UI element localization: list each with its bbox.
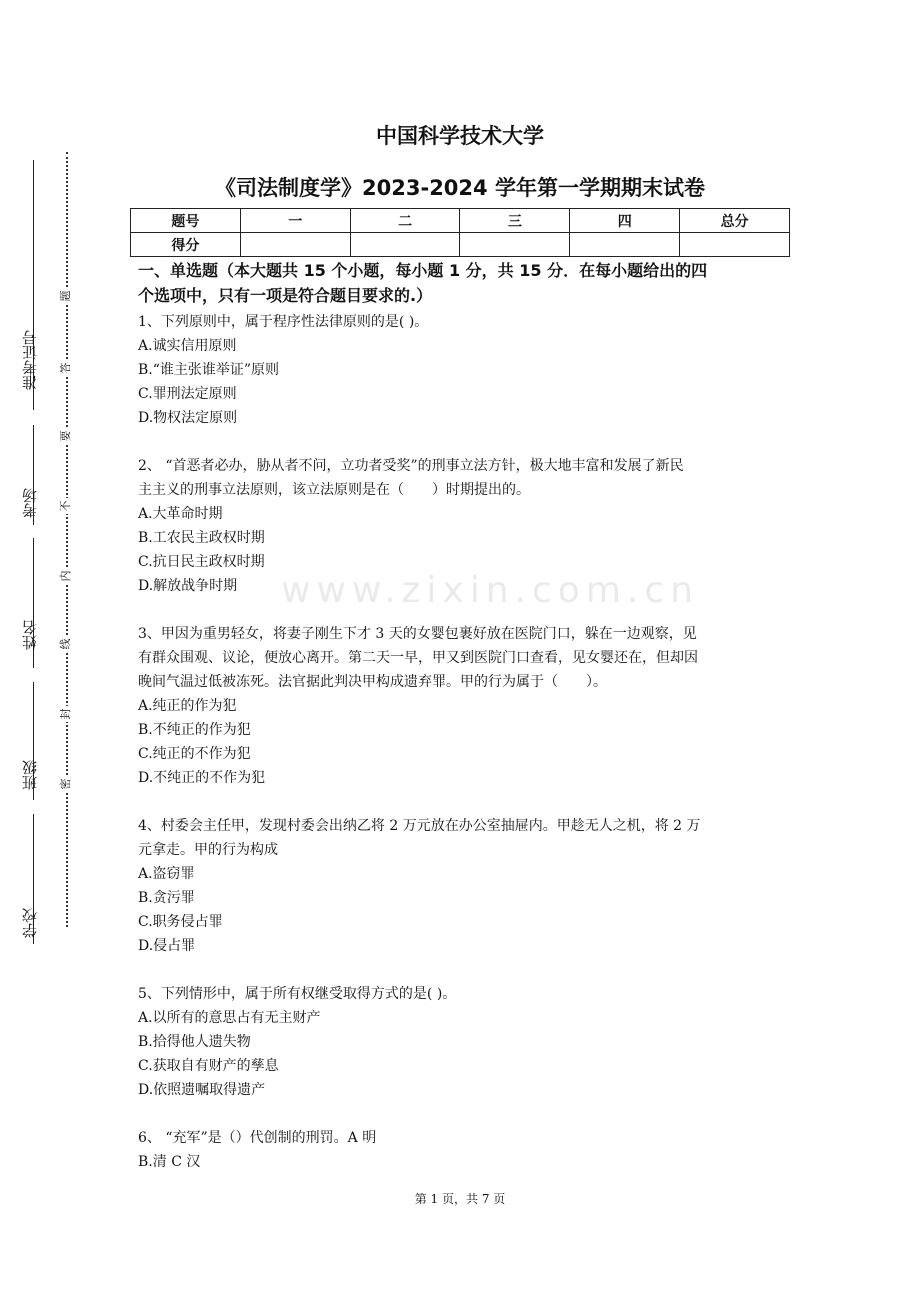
school-name: 中国科学技术大学 (376, 124, 544, 148)
exam-title: 《司法制度学》2023-2024 学年第一学期期末试卷 (215, 176, 705, 200)
answer-option: B.工农民主政权时期 (138, 530, 265, 546)
seal-char: 要 (58, 428, 74, 444)
score-header-cell: 总分 (680, 209, 790, 233)
answer-option: C.纯正的不作为犯 (138, 746, 251, 762)
seal-char: 内 (58, 568, 74, 584)
question-stem: 6、 “充军”是（）代创制的刑罚。A 明 (138, 1130, 377, 1146)
sidebar-label-class: 班级 (21, 760, 39, 790)
answer-option: A.诚实信用原则 (138, 338, 237, 354)
answer-option: D.物权法定原则 (138, 410, 238, 426)
sidebar-label-room: 考场 (21, 488, 39, 518)
question-4 (138, 814, 798, 958)
question-stem: 主主义的刑事立法原则，该立法原则是在（ ）时期提出的。 (138, 482, 530, 498)
seal-char: 题 (58, 288, 74, 304)
sidebar-label-school: 学校 (21, 908, 39, 938)
score-header-cell: 题号 (131, 209, 241, 233)
seal-char: 封 (58, 706, 74, 722)
question-1 (138, 310, 798, 430)
answer-option: D.解放战争时期 (138, 578, 238, 594)
seal-char: 不 (58, 498, 74, 514)
sidebar-label-exam-id: 准考证号 (21, 330, 39, 390)
section-heading-line: 一、单选题（本大题共 15 个小题，每小题 1 分，共 15 分．在每小题给出的四 (138, 261, 708, 280)
score-cell[interactable] (570, 233, 680, 257)
answer-option: A.大革命时期 (138, 506, 223, 522)
exam-content (138, 258, 798, 1198)
answer-option: C.抗日民主政权时期 (138, 554, 265, 570)
answer-option: A.以所有的意思占有无主财产 (138, 1010, 321, 1026)
question-5 (138, 982, 798, 1102)
score-header-cell: 二 (350, 209, 460, 233)
answer-option: B.不纯正的作为犯 (138, 722, 251, 738)
score-cell[interactable] (240, 233, 350, 257)
page-footer: 第 1 页，共 7 页 (414, 1192, 506, 1206)
answer-option: B.拾得他人遗失物 (138, 1034, 251, 1050)
question-stem: 元拿走。甲的行为构成 (138, 842, 278, 858)
answer-option: A.盗窃罪 (138, 866, 195, 882)
score-row-label: 得分 (131, 233, 241, 257)
question-stem: 4、村委会主任甲，发现村委会出纳乙将 2 万元放在办公室抽屉内。甲趁无人之机，将 2 万 (138, 818, 701, 834)
score-header-cell: 四 (570, 209, 680, 233)
score-cell[interactable] (460, 233, 570, 257)
question-stem: 3、甲因为重男轻女，将妻子刚生下才 3 天的女婴包裹好放在医院门口，躲在一边观察，见 (138, 626, 697, 642)
score-cell[interactable] (350, 233, 460, 257)
score-table-score-row (131, 233, 790, 257)
answer-option: C.职务侵占罪 (138, 914, 223, 930)
answer-option: D.侵占罪 (138, 938, 196, 954)
question-6 (138, 1126, 798, 1174)
section-heading (138, 258, 798, 308)
seal-char: 答 (58, 360, 74, 376)
answer-option: D.依照遗嘱取得遗产 (138, 1082, 266, 1098)
answer-option: B.“谁主张谁举证”原则 (138, 362, 280, 378)
score-table (130, 208, 790, 257)
seal-char: 线 (58, 636, 74, 652)
answer-option: D.不纯正的不作为犯 (138, 770, 266, 786)
seal-dotted-line (66, 152, 68, 927)
answer-option: B.清 C 汉 (138, 1154, 201, 1170)
question-stem: 晚间气温过低被冻死。法官据此判决甲构成遗弃罪。甲的行为属于（ ）。 (138, 674, 607, 690)
question-stem: 5、下列情形中，属于所有权继受取得方式的是( )。 (138, 986, 457, 1002)
score-cell[interactable] (680, 233, 790, 257)
question-stem: 1、下列原则中，属于程序性法律原则的是( )。 (138, 314, 429, 330)
seal-char: 密 (58, 776, 74, 792)
score-header-cell: 三 (460, 209, 570, 233)
answer-option: C.获取自有财产的孳息 (138, 1058, 279, 1074)
answer-option: C.罪刑法定原则 (138, 386, 237, 402)
watermark: www.zixin.com.cn (281, 570, 699, 611)
score-header-cell: 一 (240, 209, 350, 233)
question-stem: 有群众围观、议论，便放心离开。第二天一早，甲又到医院门口查看，见女婴还在，但却因 (138, 650, 698, 666)
section-heading-line: 个选项中，只有一项是符合题目要求的.） (138, 286, 433, 305)
question-3 (138, 622, 798, 790)
answer-option: B.贪污罪 (138, 890, 195, 906)
sidebar-label-name: 姓名 (21, 620, 39, 650)
score-table-header-row (131, 209, 790, 233)
question-stem: 2、 “首恶者必办，胁从者不问，立功者受奖”的刑事立法方针，极大地丰富和发展了新民 (138, 458, 684, 474)
answer-option: A.纯正的作为犯 (138, 698, 237, 714)
